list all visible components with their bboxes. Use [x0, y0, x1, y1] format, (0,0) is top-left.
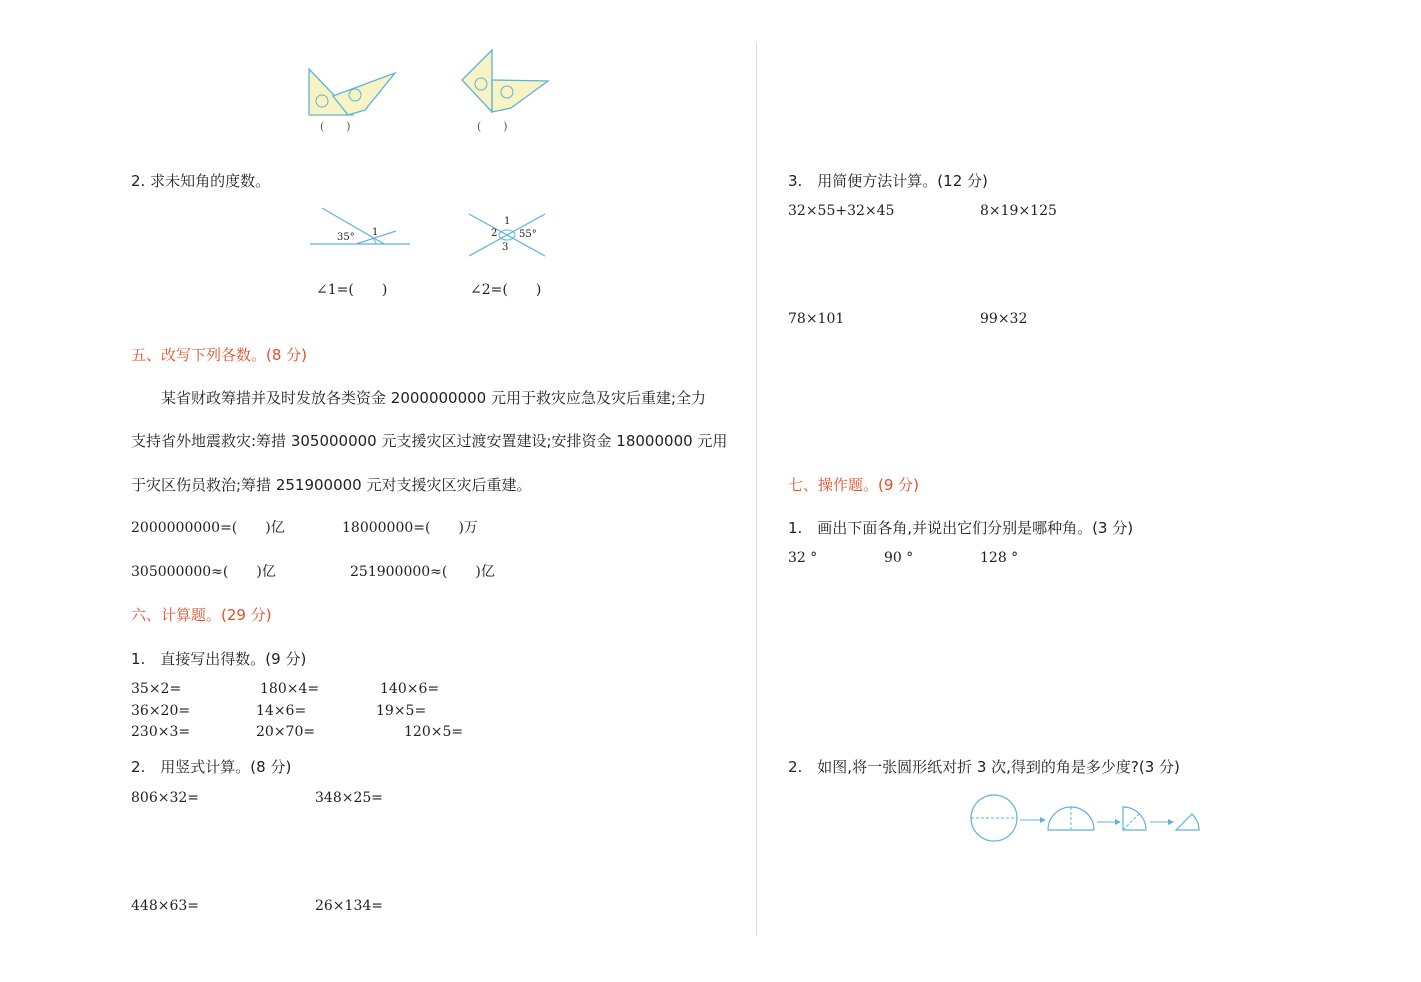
paper-folding-figure: [968, 794, 1208, 844]
triangle-answer-b: ( ): [477, 120, 508, 133]
angle-2-fig-label-1: 1: [504, 216, 511, 227]
angle-35-label: 35°: [337, 232, 355, 243]
vertical-calc-b: 348×25=: [315, 790, 383, 806]
calc-q1-title: 1. 直接写出得数。(9 分): [131, 650, 307, 668]
calc-item: 230×3=: [131, 724, 191, 740]
section-5-paragraph-line-2: 支持省外地震救灾:筹措 305000000 元支援灾区过渡安置建设;安排资金 18000000 元用: [131, 432, 728, 450]
answer-angle-2: ∠2=( ): [470, 282, 542, 298]
angle-55-label: 55°: [519, 229, 537, 240]
angle-2-fig-label-3: 3: [502, 242, 509, 253]
calc-q2-title: 2. 用竖式计算。(8 分): [131, 758, 292, 776]
simplify-calc-b: 8×19×125: [980, 203, 1057, 219]
vertical-calc-a: 806×32=: [131, 790, 199, 806]
calc-item: 36×20=: [131, 703, 191, 719]
calc-item: 14×6=: [256, 703, 307, 719]
calc-item: 180×4=: [260, 681, 320, 697]
triangle-answer-a: ( ): [320, 120, 351, 133]
calc-item: 35×2=: [131, 681, 182, 697]
rewrite-251900000: 251900000≈( )亿: [350, 564, 495, 580]
simplify-calc-a: 32×55+32×45: [788, 203, 895, 219]
section-5-title: 五、改写下列各数。(8 分): [131, 346, 308, 364]
angle-figure-1: [310, 205, 415, 250]
section-7-title: 七、操作题。(9 分): [788, 476, 920, 494]
set-square-figure-b: [455, 48, 565, 128]
vertical-calc-d: 26×134=: [315, 898, 383, 914]
vertical-calc-c: 448×63=: [131, 898, 199, 914]
operation-q1-title: 1. 画出下面各角,并说出它们分别是哪种角。(3 分): [788, 519, 1134, 537]
simplify-calc-title: 3. 用简便方法计算。(12 分): [788, 172, 988, 190]
calc-item: 20×70=: [256, 724, 316, 740]
angle-128: 128 °: [980, 550, 1019, 566]
rewrite-305000000: 305000000≈( )亿: [131, 564, 276, 580]
angle-1-label: 1: [372, 227, 379, 238]
question-2-title: 2. 求未知角的度数。: [131, 172, 271, 190]
set-square-figure-a: [300, 64, 410, 144]
calc-item: 120×5=: [404, 724, 464, 740]
simplify-calc-c: 78×101: [788, 311, 845, 327]
column-divider: [756, 44, 757, 936]
answer-angle-1: ∠1=( ): [316, 282, 388, 298]
section-5-paragraph-line-3: 于灾区伤员救治;筹措 251900000 元对支援灾区灾后重建。: [131, 476, 532, 494]
calc-item: 140×6=: [380, 681, 440, 697]
simplify-calc-d: 99×32: [980, 311, 1028, 327]
rewrite-18000000: 18000000=( )万: [342, 520, 478, 536]
angle-2-fig-label-2: 2: [491, 228, 498, 239]
operation-q2-title: 2. 如图,将一张圆形纸对折 3 次,得到的角是多少度?(3 分): [788, 758, 1180, 776]
rewrite-2000000000: 2000000000=( )亿: [131, 520, 285, 536]
angle-32: 32 °: [788, 550, 818, 566]
angle-90: 90 °: [884, 550, 914, 566]
section-5-paragraph-line-1: 某省财政筹措并及时发放各类资金 2000000000 元用于救灾应急及灾后重建;全力: [131, 389, 707, 407]
calc-item: 19×5=: [376, 703, 427, 719]
section-6-title: 六、计算题。(29 分): [131, 606, 272, 624]
